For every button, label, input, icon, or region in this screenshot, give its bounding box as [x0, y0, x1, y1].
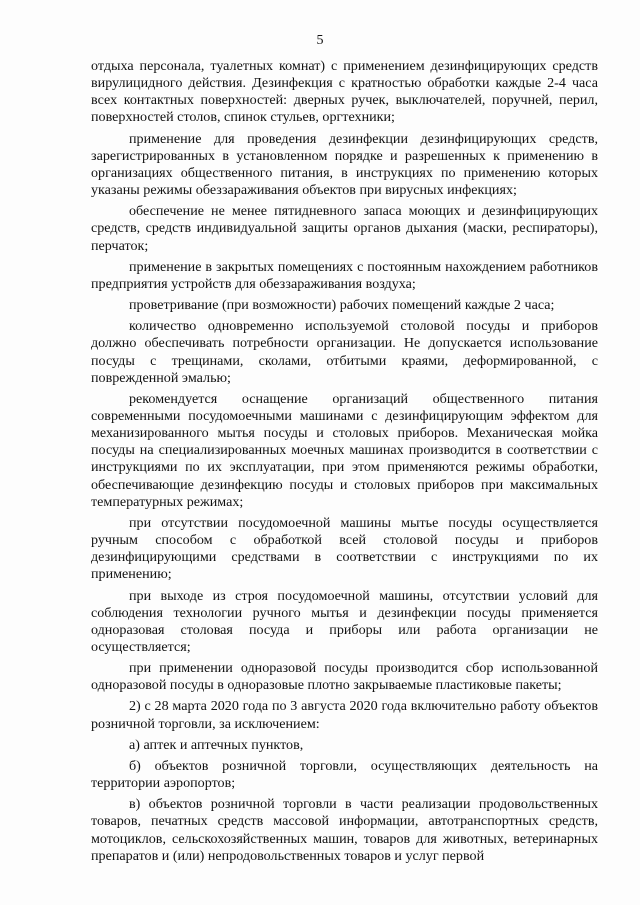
paragraph-pharmacies: а) аптек и аптечных пунктов, — [129, 736, 304, 753]
paragraph-registered-disinfectants: применение для проведения дезинфекции дезинфицирующих средств, зарегистрированных в установленном порядке и разрешенных к применению в организациях общественного питания, в инструкциях по применению которых указаны режимы обеззараживания объектов при вирусных инфекциях; — [91, 130, 598, 199]
paragraph-ventilation: проветривание (при возможности) рабочих помещений каждые 2 часа; — [129, 297, 555, 314]
paragraph-retail-suspension: 2) с 28 марта 2020 года по 3 августа 2020 года включительно работу объектов розничной торговли, за исключением: — [91, 698, 598, 732]
paragraph-disposable-tableware: при выходе из строя посудомоечной машины, отсутствии условий для соблюдения технологии ручного мытья и дезинфекции посуды применяется одноразовая столовая посуда и приборы или работа организации не осуществляется; — [91, 587, 598, 655]
paragraph-manual-washing: при отсутствии посудомоечной машины мытье посуды осуществляется ручным способом с обработкой всей столовой посуды и приборов дезинфицирующими средствами в соответствии с инструкциями по их применению; — [91, 514, 598, 583]
page-number: 5 — [316, 33, 324, 48]
paragraph-five-day-supply: обеспечение не менее пятидневного запаса моющих и дезинфицирующих средств, средств индивидуальной защиты органов дыхания (маски, респираторы), перчаток; — [91, 203, 598, 254]
paragraph-food-retail: в) объектов розничной торговли в части реализации продовольственных товаров, печатных средств массовой информации, автотранспортных средств, мотоциклов, сельскохозяйственных машин, товаров для животных, ветеринарных препаратов и (или) непродовольственных товаров и услуг первой — [91, 796, 598, 864]
paragraph-dishwashers: рекомендуется оснащение организаций общественного питания современными посудомоечными машинами с дезинфицирующим эффектом для механизированного мытья посуды и столовых приборов. Механическая мойка посуды на специализированных моечных машинах производится в соответствии с инструкциями по их эксплуатации, при этом применяются режимы обработки, обеспечивающие дезинфекцию посуды и столовых приборов при максимальных температурных режимах; — [91, 390, 598, 510]
paragraph-tableware-quantity: количество одновременно используемой столовой посуды и приборов должно обеспечивать потребности организации. Не допускается использование посуды с трещинами, сколами, отбитыми краями, деформированной, с поврежденной эмалью; — [91, 318, 598, 386]
paragraph-airports: б) объектов розничной торговли, осуществляющих деятельность на территории аэропортов; — [91, 757, 598, 792]
paragraph-disposable-collection: при применении одноразовой посуды производится сбор использованной одноразовой посуды в одноразовые плотно закрываемые пластиковые пакеты; — [91, 660, 598, 694]
paragraph-cont-disinfection: отдыха персонала, туалетных комнат) с применением дезинфицирующих средств вирулицидного действия. Дезинфекция с кратностью обработки каждые 2-4 часа всех контактных поверхностей: дверных ручек, выключателей, поручней, перил, поверхностей столов, спинок стульев, оргтехники; — [91, 58, 598, 126]
document-body — [91, 58, 598, 869]
paragraph-air-disinfection: применение в закрытых помещениях с постоянным нахождением работников предприятия устройств для обеззараживания воздуха; — [91, 258, 598, 292]
